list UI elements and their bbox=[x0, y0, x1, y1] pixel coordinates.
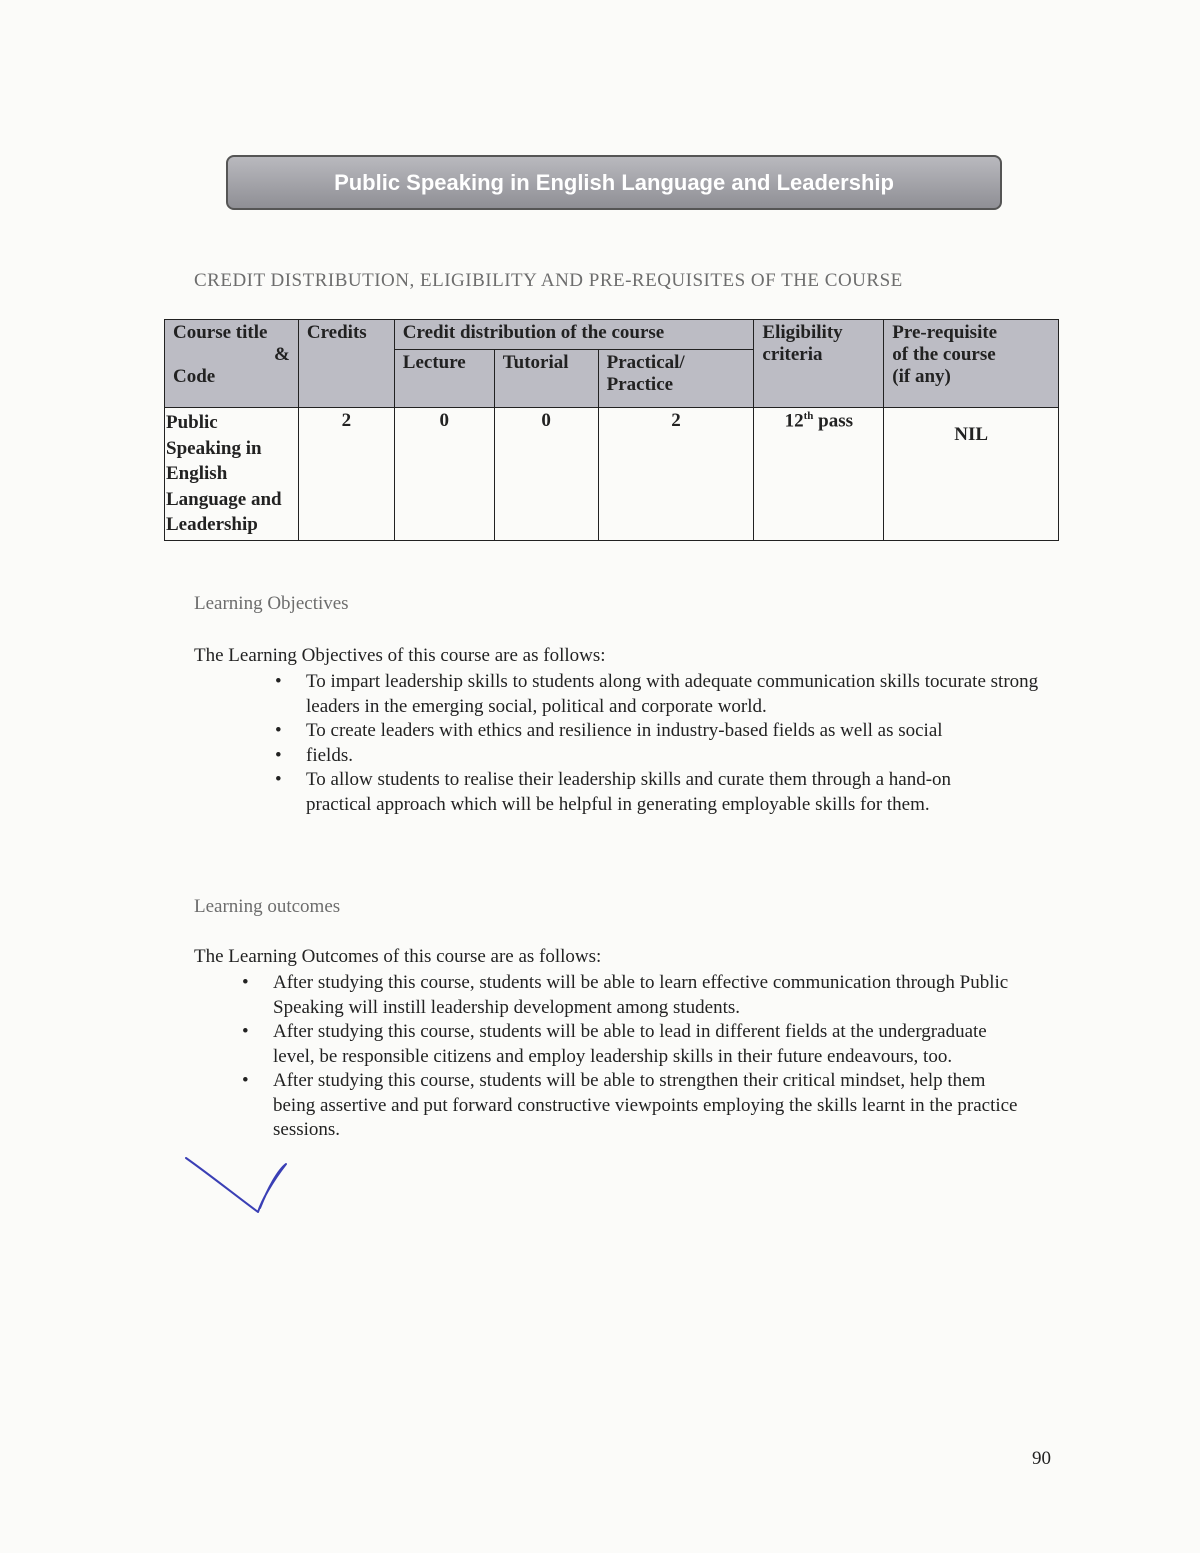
objectives-heading: Learning Objectives bbox=[194, 593, 349, 614]
header-prerequisite bbox=[884, 320, 1059, 408]
list-item bbox=[275, 744, 1051, 769]
outcomes-list bbox=[242, 971, 1018, 1143]
section-heading: CREDIT DISTRIBUTION, ELIGIBILITY AND PRE-REQUISITES OF THE COURSE bbox=[194, 270, 903, 291]
header-prereq-line2: of the course bbox=[892, 344, 996, 365]
cell-prerequisite: NIL bbox=[884, 408, 1059, 541]
list-item bbox=[275, 670, 1051, 719]
objectives-list bbox=[275, 670, 1051, 817]
outcomes-heading: Learning outcomes bbox=[194, 896, 341, 917]
bullet-icon: • bbox=[242, 1021, 249, 1042]
list-item-text: After studying this course, students will be able to strengthen their critical mindset, help them being assertive and put forward constructive viewpoints employing the skills learnt in the practice sessions. bbox=[273, 1070, 1018, 1140]
header-practical-line1: Practical/ bbox=[606, 352, 685, 373]
cell-tutorial: 0 bbox=[494, 408, 598, 541]
page-number: 90 bbox=[1032, 1448, 1051, 1469]
header-prereq-line1: Pre-requisite bbox=[892, 322, 998, 343]
header-course-title-code: Code bbox=[173, 366, 216, 387]
banner-title: Public Speaking in English Language and Leadership bbox=[334, 169, 894, 195]
course-title-line: Leadership bbox=[166, 514, 258, 535]
eligibility-superscript: th bbox=[803, 410, 814, 422]
cell-lecture: 0 bbox=[394, 408, 494, 541]
cell-credits: 2 bbox=[298, 408, 394, 541]
list-item-text: After studying this course, students will be able to lead in different fields at the undergraduate level, be responsible citizens and employ leadership skills in their future endeavours, too. bbox=[273, 1021, 987, 1067]
list-item bbox=[242, 1069, 1018, 1143]
header-lecture: Lecture bbox=[394, 350, 494, 408]
course-title-line: Public bbox=[166, 412, 218, 433]
list-item bbox=[242, 1020, 1018, 1069]
list-item bbox=[275, 768, 976, 817]
list-item-text: After studying this course, students will be able to learn effective communication through Public Speaking will instill leadership development among students. bbox=[273, 972, 1009, 1018]
header-practical bbox=[598, 350, 754, 408]
course-title-line: English bbox=[166, 463, 228, 484]
eligibility-number: 12 bbox=[784, 410, 804, 432]
bullet-icon: • bbox=[275, 720, 282, 741]
header-credits: Credits bbox=[298, 320, 394, 408]
list-item bbox=[275, 719, 1051, 744]
outcomes-intro: The Learning Outcomes of this course are as follows: bbox=[194, 946, 602, 967]
header-course-title-amp: & bbox=[274, 344, 290, 365]
list-item-text: To impart leadership skills to students along with adequate communication skills tocurate strong leaders in the emerging social, political and corporate world. bbox=[306, 671, 1039, 717]
list-item-text: To create leaders with ethics and resilience in industry-based fields as well as social bbox=[306, 720, 943, 741]
header-tutorial: Tutorial bbox=[494, 350, 598, 408]
list-item bbox=[242, 971, 1018, 1020]
cell-practical: 2 bbox=[598, 408, 754, 541]
cell-course-title bbox=[165, 408, 299, 541]
title-banner bbox=[226, 155, 1002, 210]
course-title-line: Language and bbox=[166, 488, 282, 510]
header-eligibility bbox=[754, 320, 884, 408]
course-title-line: Speaking in bbox=[166, 437, 262, 459]
header-credit-distribution: Credit distribution of the course bbox=[394, 320, 754, 350]
bullet-icon: • bbox=[275, 744, 282, 766]
header-eligibility-line2: criteria bbox=[762, 344, 823, 365]
bullet-icon: • bbox=[275, 769, 282, 790]
cell-eligibility bbox=[754, 408, 884, 541]
header-course-title-line1: Course title bbox=[173, 322, 268, 343]
list-item-text: fields. bbox=[306, 744, 353, 766]
eligibility-text: pass bbox=[813, 410, 854, 432]
list-item-text: To allow students to realise their leadership skills and curate them through a hand-on practical approach which will be helpful in generating employable skills for them. bbox=[306, 769, 952, 815]
bullet-icon: • bbox=[242, 1070, 249, 1091]
objectives-intro: The Learning Objectives of this course are as follows: bbox=[194, 645, 606, 666]
header-course-title bbox=[165, 320, 299, 408]
bullet-icon: • bbox=[242, 972, 249, 993]
signature-checkmark-icon bbox=[180, 1150, 300, 1220]
header-prereq-line3: (if any) bbox=[892, 366, 951, 387]
bullet-icon: • bbox=[275, 671, 282, 692]
credit-distribution-table bbox=[164, 319, 1059, 541]
header-eligibility-line1: Eligibility bbox=[762, 322, 843, 343]
header-practical-line2: Practice bbox=[606, 374, 674, 395]
